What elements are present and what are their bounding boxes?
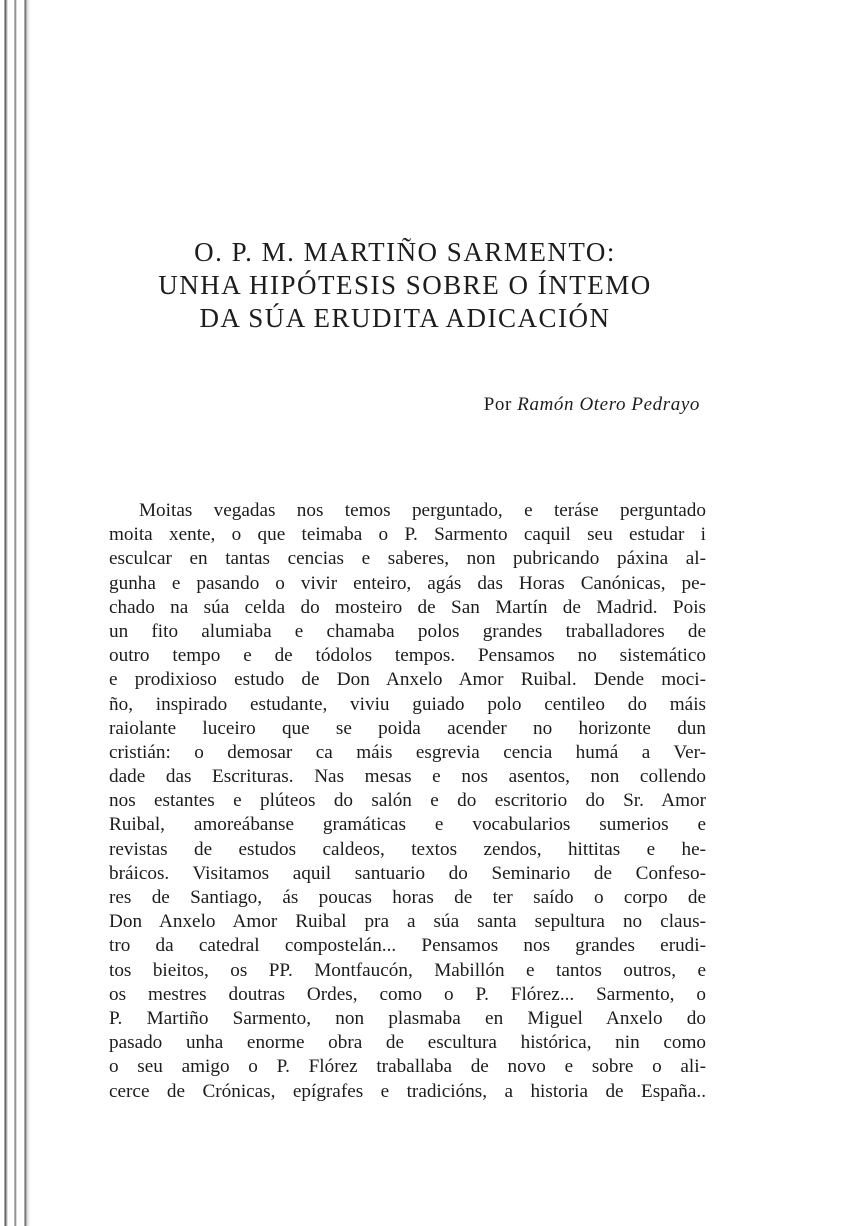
body-line: P. Martiño Sarmento, non plasmaba en Miguel Anxelo do <box>109 1007 706 1029</box>
body-line: ño, inspirado estudante, viviu guiado polo centileo do máis <box>109 693 706 715</box>
body-line: os mestres doutras Ordes, como o P. Flórez... Sarmento, o <box>109 983 706 1005</box>
article-body <box>109 499 706 1104</box>
body-line: un fito alumiaba e chamaba polos grandes traballadores de <box>109 620 706 642</box>
body-line: Moitas vegadas nos temos perguntado, e teráse perguntado <box>139 500 706 521</box>
title-line-1: O. P. M. MARTIÑO SARMENTO: <box>194 237 616 267</box>
body-line: o seu amigo o P. Flórez traballaba de novo e sobre o ali- <box>109 1056 706 1078</box>
body-line: e prodixioso estudo de Don Anxelo Amor Ruibal. Dende moci- <box>109 669 706 691</box>
byline-prefix: Por <box>483 394 512 415</box>
body-line: raiolante luceiro que se poida acender no horizonte dun <box>109 717 706 739</box>
body-line: chado na súa celda do mosteiro de San Martín de Madrid. Pois <box>109 596 706 618</box>
body-line: tos bieitos, os PP. Montfaucón, Mabillón e tantos outros, e <box>109 959 706 981</box>
title-line-2: UNHA HIPÓTESIS SOBRE O ÍNTEMO <box>158 270 652 300</box>
body-line: moita xente, o que teimaba o P. Sarmento caquil seu estudar i <box>109 524 706 546</box>
body-line: pasado unha enorme obra de escultura histórica, nin como <box>109 1032 706 1054</box>
page-binding-edge <box>0 0 40 1226</box>
body-line: esculcar en tantas cencias e saberes, non pubricando páxina al- <box>109 548 706 570</box>
body-line: outro tempo e de tódolos tempos. Pensamos no sistemático <box>109 645 706 667</box>
body-line: nos estantes e plúteos do salón e do escritorio do Sr. Amor <box>109 790 706 812</box>
author-byline <box>484 394 700 416</box>
body-line: Don Anxelo Amor Ruibal pra a súa santa sepultura no claus- <box>109 911 706 933</box>
author-name: Ramón Otero Pedrayo <box>517 394 700 415</box>
body-line: cristián: o demosar ca máis esgrevia cencia humá a Ver- <box>109 741 706 763</box>
body-line: res de Santiago, ás poucas horas de ter saído o corpo de <box>109 887 706 908</box>
body-line: gunha e pasando o vivir enteiro, agás das Horas Canónicas, pe- <box>109 572 706 594</box>
body-line: Ruibal, amoreábanse gramáticas e vocabularios sumerios e <box>109 814 706 836</box>
body-line: cerce de Crónicas, epígrafes e tradicións, a historia de España.. <box>109 1080 706 1102</box>
body-line: revistas de estudos caldeos, textos zendos, hittitas e he- <box>109 838 706 860</box>
body-line: tro da catedral compostelán... Pensamos nos grandes erudi- <box>109 935 706 957</box>
body-line: dade das Escrituras. Nas mesas e nos asentos, non collendo <box>109 766 706 788</box>
article-title <box>0 236 810 335</box>
title-line-3: DA SÚA ERUDITA ADICACIÓN <box>199 303 611 333</box>
body-line: bráicos. Visitamos aquil santuario do Seminario de Confeso- <box>109 862 706 884</box>
